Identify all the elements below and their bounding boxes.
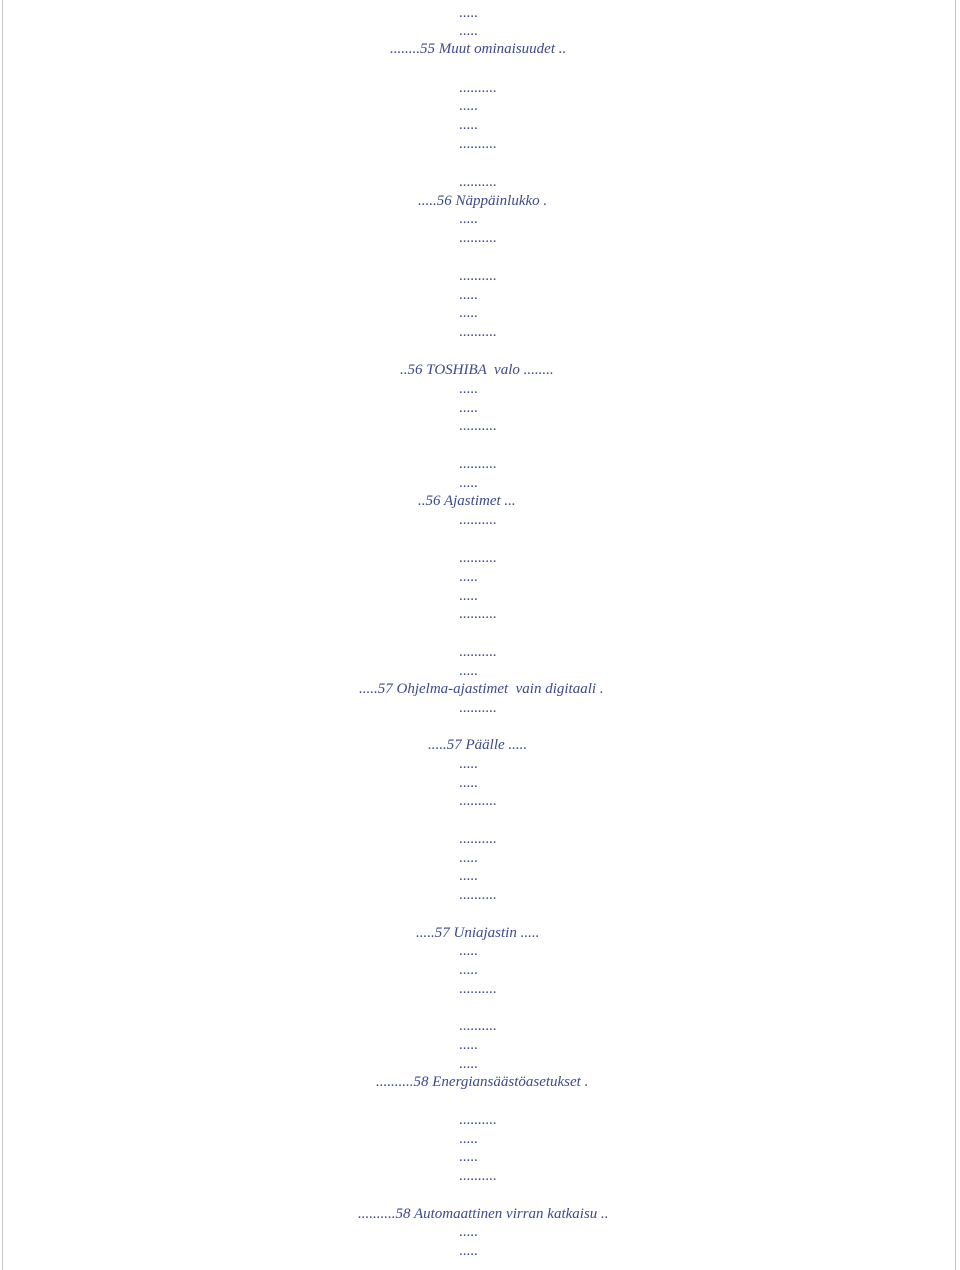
dot-leader: ..........	[459, 1112, 497, 1128]
dot-leader: ..........	[459, 456, 497, 472]
dot-leader: ..........	[459, 324, 497, 340]
dot-leader: ..........	[459, 230, 497, 246]
dot-leader: .....	[459, 588, 478, 604]
dot-leader: .....	[459, 211, 478, 227]
toc-entry-ohjelma-ajastimet: .....57 Ohjelma-ajastimet vain digitaali .	[359, 681, 604, 697]
dot-leader: .....	[459, 1243, 478, 1259]
dot-leader: ..........	[459, 793, 497, 809]
dot-leader: .....	[459, 23, 478, 39]
toc-entry-uniajastin: .....57 Uniajastin .....	[416, 925, 540, 941]
dot-leader: ..........	[459, 512, 497, 528]
dot-leader: ..........	[459, 831, 497, 847]
dot-leader: ..........	[459, 268, 497, 284]
toc-entry-automaattinen-virran-katkaisu: ..........58 Automaattinen virran katkaisu ..	[358, 1206, 609, 1222]
dot-leader: ..........	[459, 887, 497, 903]
dot-leader: .....	[459, 663, 478, 679]
dot-leader: .....	[459, 1224, 478, 1240]
dot-leader: .....	[459, 117, 478, 133]
dot-leader: .....	[459, 943, 478, 959]
toc-entry-toshiba-valo: ..56 TOSHIBA valo ........	[400, 362, 554, 378]
toc-entry-muut-ominaisuudet: ........55 Muut ominaisuudet ..	[390, 41, 567, 57]
toc-entry-nappainlukko: .....56 Näppäinlukko .	[418, 193, 548, 209]
dot-leader: .....	[459, 850, 478, 866]
dot-leader: .....	[459, 756, 478, 772]
dot-leader: ..........	[459, 418, 497, 434]
toc-entry-paalle: .....57 Päälle .....	[428, 737, 528, 753]
dot-leader: .....	[459, 1056, 478, 1072]
dot-leader: .....	[459, 1149, 478, 1165]
dot-leader: .....	[459, 1037, 478, 1053]
dot-leader: .....	[459, 98, 478, 114]
dot-leader: .....	[459, 287, 478, 303]
dot-leader: ..........	[459, 136, 497, 152]
dot-leader: .....	[459, 475, 478, 491]
toc-entry-ajastimet: ..56 Ajastimet ...	[418, 493, 516, 509]
dot-leader: ..........	[459, 174, 497, 190]
dot-leader: .....	[459, 775, 478, 791]
dot-leader: ..........	[459, 644, 497, 660]
dot-leader: .....	[459, 5, 478, 21]
dot-leader: ..........	[459, 550, 497, 566]
dot-leader: .....	[459, 305, 478, 321]
dot-leader: ..........	[459, 1168, 497, 1184]
toc-entry-energiansaastoasetukset: ..........58 Energiansäästöasetukset .	[376, 1074, 589, 1090]
dot-leader: ..........	[459, 1018, 497, 1034]
dot-leader: ..........	[459, 80, 497, 96]
page-border-left	[2, 0, 3, 1270]
dot-leader: .....	[459, 1131, 478, 1147]
dot-leader: .....	[459, 962, 478, 978]
dot-leader: ..........	[459, 606, 497, 622]
dot-leader: ..........	[459, 700, 497, 716]
page-border-right	[955, 0, 956, 1270]
dot-leader: .....	[459, 400, 478, 416]
dot-leader: .....	[459, 381, 478, 397]
dot-leader: .....	[459, 868, 478, 884]
dot-leader: ..........	[459, 981, 497, 997]
dot-leader: .....	[459, 569, 478, 585]
